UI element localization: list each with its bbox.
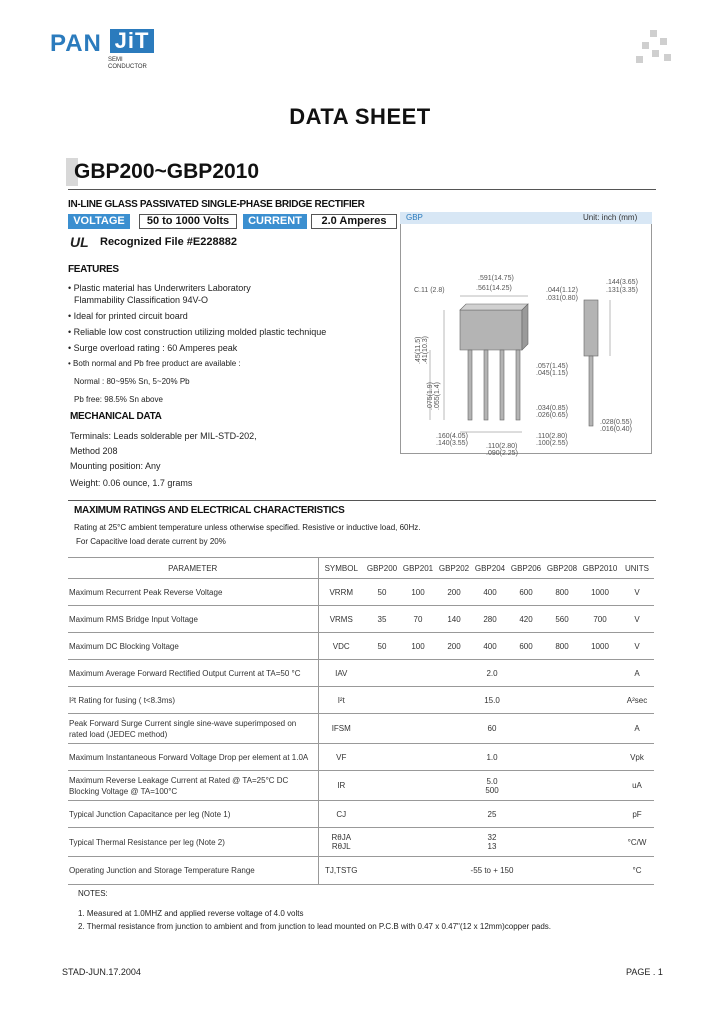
param-symbol bbox=[318, 828, 364, 857]
logo-subtitle bbox=[108, 57, 168, 71]
voltage-value: 50 to 1000 Volts bbox=[139, 214, 237, 229]
dim-label: .110(2.80) bbox=[536, 433, 568, 440]
table-header: GBP2010 bbox=[580, 558, 620, 579]
voltage-label: VOLTAGE bbox=[68, 214, 130, 229]
table-header: PARAMETER bbox=[68, 558, 318, 579]
param-value: 1000 bbox=[580, 633, 620, 660]
feature-item: • Plastic material has Underwriters Laboratory bbox=[68, 283, 251, 293]
param-unit: V bbox=[620, 606, 654, 633]
page-title: DATA SHEET bbox=[289, 104, 431, 129]
table-row bbox=[68, 660, 654, 687]
param-value: 100 bbox=[400, 579, 436, 606]
param-symbol-line: RθJL bbox=[331, 842, 351, 851]
table-row bbox=[68, 744, 654, 771]
table-header: GBP202 bbox=[436, 558, 472, 579]
param-value: 140 bbox=[436, 606, 472, 633]
dim-label: .075(1.9) bbox=[427, 381, 434, 410]
param-symbol: CJ bbox=[318, 801, 364, 828]
param-value-line: 500 bbox=[485, 785, 499, 795]
dim-label: .045(1.15) bbox=[536, 370, 568, 377]
param-unit: V bbox=[620, 579, 654, 606]
package-drawing bbox=[400, 224, 652, 457]
table-row bbox=[68, 687, 654, 714]
features-heading: FEATURES bbox=[68, 264, 119, 275]
lead-1 bbox=[468, 350, 472, 420]
param-name: Maximum RMS Bridge Input Voltage bbox=[68, 606, 318, 633]
feature-item: • Ideal for printed circuit board bbox=[68, 311, 188, 321]
dim-label: .028(0.55) bbox=[600, 419, 632, 426]
part-number: GBP200~GBP2010 bbox=[74, 160, 260, 183]
mechanical-item: Weight: 0.06 ounce, 1.7 grams bbox=[70, 478, 193, 488]
footer-date: STAD-JUN.17.2004 bbox=[62, 967, 141, 977]
feature-item: • Both normal and Pb free product are available : bbox=[68, 359, 241, 368]
param-name: Maximum Instantaneous Forward Voltage Drop per element at 1.0A bbox=[68, 744, 318, 771]
param-value: 100 bbox=[400, 633, 436, 660]
mechanical-item: Method 208 bbox=[70, 446, 118, 456]
param-value: 15.0 bbox=[364, 687, 620, 714]
max-ratings-note: Rating at 25°C ambient temperature unless otherwise specified. Resistive or inductive load, 60Hz. bbox=[74, 523, 421, 532]
features-list bbox=[68, 282, 398, 406]
param-value bbox=[364, 828, 620, 857]
package-name: GBP bbox=[406, 213, 423, 222]
decorative-squares bbox=[634, 30, 674, 70]
dim-label: .055(1.4) bbox=[434, 381, 441, 410]
subtitle: IN-LINE GLASS PASSIVATED SINGLE-PHASE BRIDGE RECTIFIER bbox=[68, 199, 365, 210]
param-unit: pF bbox=[620, 801, 654, 828]
param-symbol: TJ,TSTG bbox=[318, 857, 364, 885]
current-label: CURRENT bbox=[243, 214, 307, 229]
param-value: 200 bbox=[436, 633, 472, 660]
feature-item: Normal : 80~95% Sn, 5~20% Pb bbox=[74, 377, 190, 386]
param-unit: A²sec bbox=[620, 687, 654, 714]
param-name: Maximum Average Forward Rectified Output Current at TA=50 °C bbox=[68, 660, 318, 687]
param-value: 700 bbox=[580, 606, 620, 633]
logo-sub-line2: CONDUCTOR bbox=[108, 64, 147, 70]
param-symbol: VF bbox=[318, 744, 364, 771]
dim-label: .090(2.25) bbox=[486, 450, 518, 457]
param-name: Typical Junction Capacitance per leg (Note 1) bbox=[68, 801, 318, 828]
table-row bbox=[68, 606, 654, 633]
feature-item: Flammability Classification 94V-O bbox=[74, 295, 209, 305]
param-symbol: IFSM bbox=[318, 714, 364, 744]
param-value: 1000 bbox=[580, 579, 620, 606]
param-symbol: VRRM bbox=[318, 579, 364, 606]
ratings-table bbox=[68, 557, 654, 885]
param-unit: A bbox=[620, 660, 654, 687]
lead-2 bbox=[484, 350, 488, 420]
dim-label: .016(0.40) bbox=[600, 426, 632, 433]
footer-page: PAGE . 1 bbox=[626, 967, 663, 977]
dim-label: .110(2.80) bbox=[486, 443, 518, 450]
param-name: Maximum DC Blocking Voltage bbox=[68, 633, 318, 660]
ul-recognized-file: Recognized File #E228882 bbox=[100, 236, 237, 248]
max-ratings-note: For Capacitive load derate current by 20% bbox=[76, 537, 226, 546]
dim-label: .044(1.12) bbox=[546, 287, 578, 294]
param-name: Peak Forward Surge Current single sine-wave superimposed on rated load (JEDEC method) bbox=[68, 714, 318, 744]
param-value: 50 bbox=[364, 579, 400, 606]
param-value: 280 bbox=[472, 606, 508, 633]
notes-heading: NOTES: bbox=[78, 889, 108, 898]
param-unit: °C bbox=[620, 857, 654, 885]
ul-logo: UL bbox=[70, 234, 89, 250]
side-view-body bbox=[584, 300, 598, 356]
max-ratings-heading: MAXIMUM RATINGS AND ELECTRICAL CHARACTERISTICS bbox=[74, 505, 345, 516]
table-header: GBP208 bbox=[544, 558, 580, 579]
feature-item: • Surge overload rating : 60 Amperes peak bbox=[68, 343, 238, 353]
table-row bbox=[68, 579, 654, 606]
mechanical-item: Terminals: Leads solderable per MIL-STD-202, bbox=[70, 431, 257, 441]
mechanical-heading: MECHANICAL DATA bbox=[70, 411, 162, 422]
lead-4 bbox=[516, 350, 520, 420]
current-value: 2.0 Amperes bbox=[311, 214, 397, 229]
param-value: 600 bbox=[508, 579, 544, 606]
param-value bbox=[364, 771, 620, 801]
side-view-lead bbox=[589, 356, 593, 426]
param-symbol: IAV bbox=[318, 660, 364, 687]
table-header: GBP200 bbox=[364, 558, 400, 579]
param-name: Operating Junction and Storage Temperature Range bbox=[68, 857, 318, 885]
table-header: GBP201 bbox=[400, 558, 436, 579]
param-symbol: I²t bbox=[318, 687, 364, 714]
param-unit: uA bbox=[620, 771, 654, 801]
param-unit: °C/W bbox=[620, 828, 654, 857]
bridge-body bbox=[460, 310, 522, 350]
feature-item: • Reliable low cost construction utilizing molded plastic technique bbox=[68, 327, 327, 337]
dim-label: .591(14.75) bbox=[478, 275, 514, 282]
param-name: Maximum Reverse Leakage Current at Rated @ TA=25°C DC Blocking Voltage @ TA=100°C bbox=[68, 771, 318, 801]
param-name: Typical Thermal Resistance per leg (Note 2) bbox=[68, 828, 318, 857]
dim-label: .057(1.45) bbox=[536, 363, 568, 370]
logo-sub-line1: SEMI bbox=[108, 57, 123, 63]
param-value: 420 bbox=[508, 606, 544, 633]
param-symbol: VDC bbox=[318, 633, 364, 660]
param-value: 70 bbox=[400, 606, 436, 633]
table-header-row bbox=[68, 558, 654, 579]
param-value-line: 13 bbox=[487, 842, 497, 851]
param-value: 400 bbox=[472, 633, 508, 660]
param-symbol: VRMS bbox=[318, 606, 364, 633]
param-name: I²t Rating for fusing ( t<8.3ms) bbox=[68, 687, 318, 714]
note-item: 1. Measured at 1.0MHZ and applied reverse voltage of 4.0 volts bbox=[78, 909, 304, 918]
dim-label: .144(3.65) bbox=[606, 279, 638, 286]
table-header: GBP204 bbox=[472, 558, 508, 579]
param-value: 200 bbox=[436, 579, 472, 606]
bridge-body-side bbox=[522, 304, 528, 350]
param-value: 400 bbox=[472, 579, 508, 606]
param-unit: Vpk bbox=[620, 744, 654, 771]
dim-label: .031(0.80) bbox=[546, 295, 578, 302]
logo-pan: PAN bbox=[50, 30, 102, 57]
table-row bbox=[68, 771, 654, 801]
table-row bbox=[68, 801, 654, 828]
feature-item: Pb free: 98.5% Sn above bbox=[74, 395, 163, 404]
table-row bbox=[68, 633, 654, 660]
dim-label: C.11 (2.8) bbox=[414, 287, 445, 294]
dim-label: .41(10.3) bbox=[422, 335, 429, 364]
note-item: 2. Thermal resistance from junction to ambient and from junction to lead mounted on P.C.B with 0.47 x 0.47"(12 x 12mm)copper pads. bbox=[78, 922, 552, 931]
unit-label: Unit: inch (mm) bbox=[583, 213, 638, 222]
dim-label: .131(3.35) bbox=[606, 287, 638, 294]
param-value: 50 bbox=[364, 633, 400, 660]
lead-3 bbox=[500, 350, 504, 420]
table-row bbox=[68, 828, 654, 857]
param-value: 1.0 bbox=[364, 744, 620, 771]
param-value: 60 bbox=[364, 714, 620, 744]
param-value: 35 bbox=[364, 606, 400, 633]
param-value: 2.0 bbox=[364, 660, 620, 687]
dim-label: .561(14.25) bbox=[476, 285, 512, 292]
param-symbol-line: RθJA bbox=[331, 833, 352, 842]
dim-label: .026(0.65) bbox=[536, 412, 568, 419]
param-value: 800 bbox=[544, 579, 580, 606]
dim-label: .45(11.5) bbox=[415, 336, 422, 364]
dim-label: .100(2.55) bbox=[536, 440, 568, 447]
divider bbox=[68, 500, 656, 501]
logo-jit: JiT bbox=[110, 29, 154, 53]
param-value-line: 5.0 bbox=[486, 776, 498, 786]
param-unit: V bbox=[620, 633, 654, 660]
param-unit: A bbox=[620, 714, 654, 744]
table-row bbox=[68, 714, 654, 744]
divider bbox=[68, 189, 656, 190]
dim-label: .034(0.85) bbox=[536, 405, 568, 412]
param-value: 25 bbox=[364, 801, 620, 828]
param-value: -55 to + 150 bbox=[364, 857, 620, 885]
mechanical-item: Mounting position: Any bbox=[70, 461, 161, 471]
param-value: 600 bbox=[508, 633, 544, 660]
table-row bbox=[68, 857, 654, 885]
param-value: 560 bbox=[544, 606, 580, 633]
param-value-line: 32 bbox=[487, 833, 497, 842]
bridge-body-top bbox=[460, 304, 528, 310]
table-header: GBP206 bbox=[508, 558, 544, 579]
param-value: 800 bbox=[544, 633, 580, 660]
param-name: Maximum Recurrent Peak Reverse Voltage bbox=[68, 579, 318, 606]
table-header: SYMBOL bbox=[318, 558, 364, 579]
dim-label: .140(3.55) bbox=[436, 440, 468, 447]
dim-label: .160(4.05) bbox=[436, 433, 468, 440]
table-header: UNITS bbox=[620, 558, 654, 579]
param-symbol: IR bbox=[318, 771, 364, 801]
